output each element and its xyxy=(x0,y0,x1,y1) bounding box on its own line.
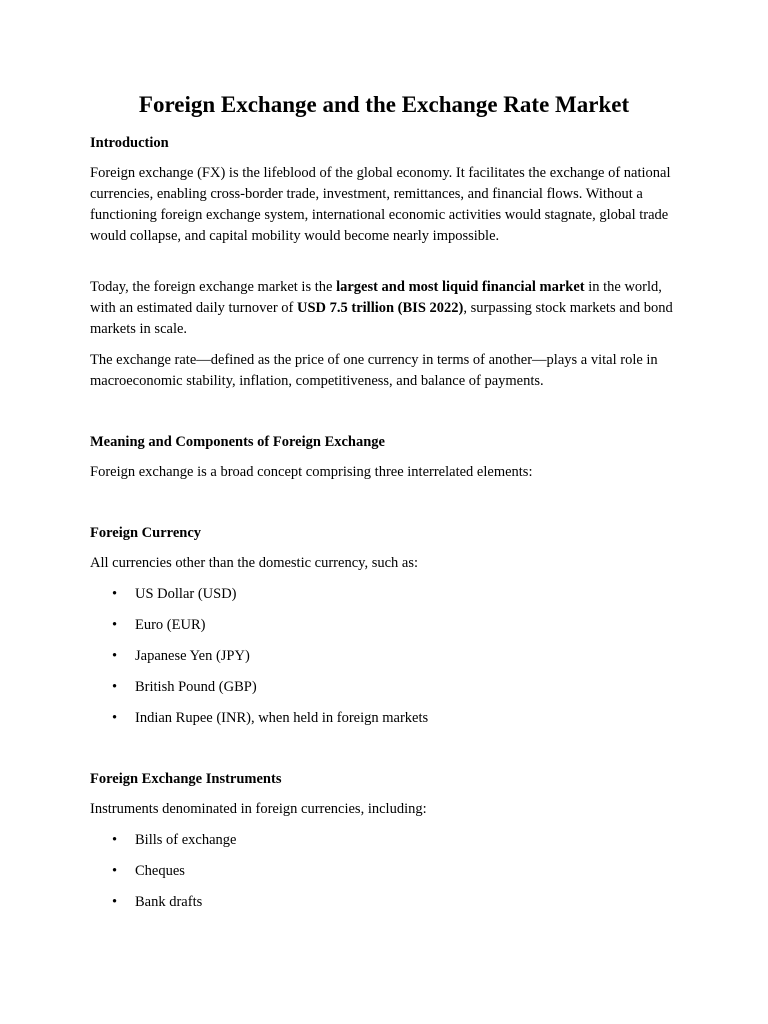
instruments-paragraph: Instruments denominated in foreign currencies, including: xyxy=(90,801,427,817)
meaning-paragraph: Foreign exchange is a broad concept comprising three interrelated elements: xyxy=(90,464,533,480)
list-item xyxy=(90,615,675,646)
list-item xyxy=(90,830,675,861)
bullet-icon: • xyxy=(112,648,118,664)
currency-paragraph: All currencies other than the domestic currency, such as: xyxy=(90,555,419,571)
bullet-icon: • xyxy=(112,617,118,633)
list-item-text: US Dollar (USD) xyxy=(135,586,237,602)
list-item-text: British Pound (GBP) xyxy=(135,679,257,695)
list-item-text: Euro (EUR) xyxy=(135,617,206,633)
text-run: in the world, with an estimated daily turnover of xyxy=(90,279,662,316)
text-run: , surpassing stock markets and bond markets in scale. xyxy=(90,300,673,337)
list-item-text: Japanese Yen (JPY) xyxy=(135,648,250,664)
bullet-icon: • xyxy=(112,894,118,910)
bullet-icon: • xyxy=(112,586,118,602)
currency-list xyxy=(90,584,675,739)
bullet-icon: • xyxy=(112,710,118,726)
intro-paragraph-2 xyxy=(90,277,675,340)
section-heading-foreign-currency: Foreign Currency xyxy=(90,525,202,541)
intro-paragraph-1: Foreign exchange (FX) is the lifeblood of the global economy. It facilitates the exchange of national currencies, enabling cross-border trade, investment, remittances, and financial flows. Without a functioning foreign exchange system, international economic activities would stagnate, global trade would collapse, and capital mobility would become nearly impossible. xyxy=(90,165,671,244)
text-run: Today, the foreign exchange market is the xyxy=(90,279,337,295)
emphasis-largest-market: largest and most liquid financial market xyxy=(336,279,585,295)
list-item-text: Bank drafts xyxy=(135,894,203,910)
bullet-icon: • xyxy=(112,679,118,695)
section-heading-meaning: Meaning and Components of Foreign Exchange xyxy=(90,434,385,450)
list-item xyxy=(90,677,675,708)
list-item-text: Bills of exchange xyxy=(135,832,237,848)
document-body xyxy=(90,133,675,923)
list-item-text: Cheques xyxy=(135,863,185,879)
section-heading-introduction: Introduction xyxy=(90,135,169,151)
bullet-icon: • xyxy=(112,863,118,879)
bullet-icon: • xyxy=(112,832,118,848)
section-heading-instruments: Foreign Exchange Instruments xyxy=(90,771,282,787)
list-item xyxy=(90,584,675,615)
list-item xyxy=(90,892,675,923)
list-item xyxy=(90,646,675,677)
emphasis-turnover: USD 7.5 trillion (BIS 2022) xyxy=(296,300,464,316)
list-item-text: Indian Rupee (INR), when held in foreign markets xyxy=(135,710,429,726)
list-item xyxy=(90,708,675,739)
instruments-list xyxy=(90,830,675,923)
document-title: Foreign Exchange and the Exchange Rate Market xyxy=(138,92,630,117)
list-item xyxy=(90,861,675,892)
intro-paragraph-3: The exchange rate—defined as the price of one currency in terms of another—plays a vital role in macroeconomic stability, inflation, competitiveness, and balance of payments. xyxy=(90,352,658,389)
